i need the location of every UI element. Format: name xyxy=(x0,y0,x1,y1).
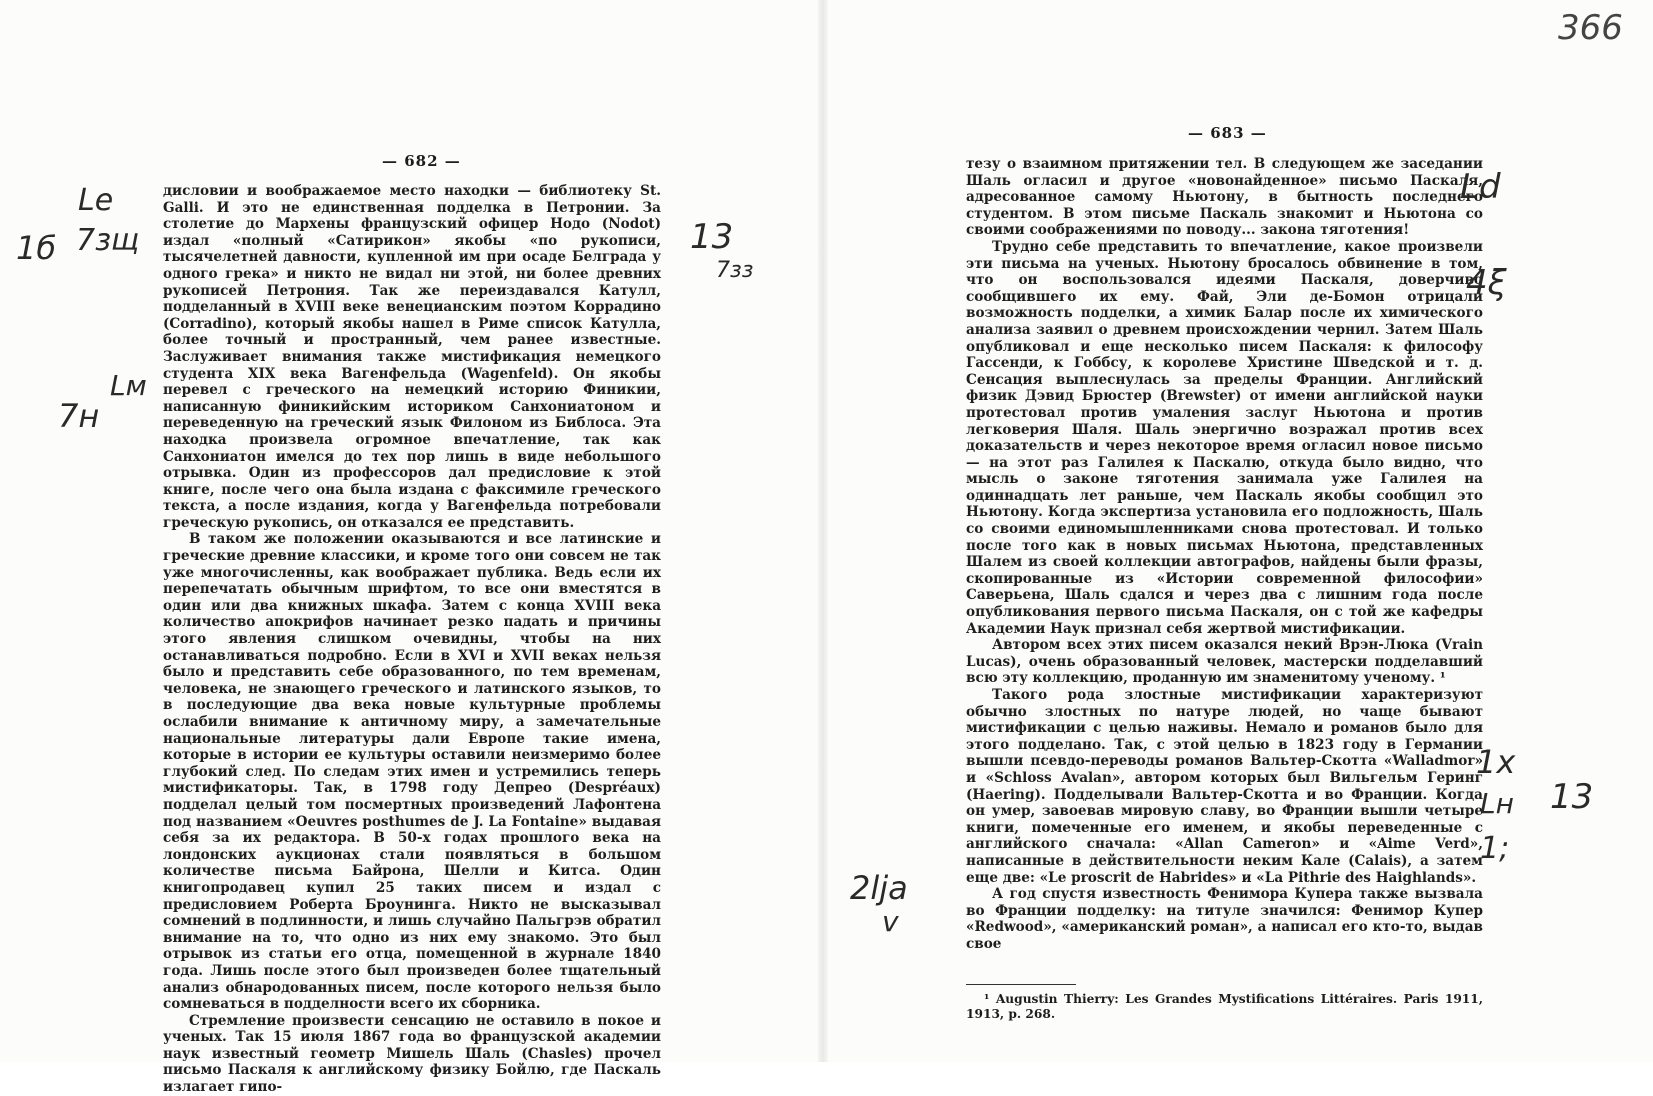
paragraph: Трудно себе представить то впечатление, какое произвели эти письма на ученых. Ньютону бросалось обвинение в том, что он воспользовался идеями Паскаля, доверчиво сообщившего их ему. Фай, Эли де-Бомон отрицали возможность подделки, а химик Балар после их химического анализа заявил о древнем происхождении чернил. Затем Шаль опубликовал и еще несколько писем Паскаля: к философу Гассенди, к Гоббсу, к королеве Христине Шведской и т. д. Сенсация выплеснулась за пределы Франции. Английский физик Дэвид Брюстер (Brewster) от имени английской науки протестовал против умаления заслуг Ньютона и против легковерия Шаля. Шаль энергично возражал против всех доказательств и через некоторое время огласил новое письмо — на этот раз Галилея к Паскалю, откуда было видно, что мысль о законе тяготения занимала уже Галилея на одиннадцать лет раньше, чем Паскаль якобы сообщил это Ньютону. Когда экспертиза установила его подложность, Шаль со своими единомышленниками снова протестовал. И только после того как в новых письмах Ньютона, представленных Шалем из своей коллекции автографов, найдены были фразы, скопированные из «Истории современной философии» Саверьена, Шаль сдался и через два с лишним года после опубликования первого письма Паскаля, он с той же кафедры Академии Наук признал себя жертвой мистификации. xyxy=(966,238,1483,637)
left-text-column xyxy=(163,183,661,1096)
left-page xyxy=(0,0,820,1096)
margin-note: Lн xyxy=(1480,787,1514,820)
margin-note: 7зз xyxy=(716,258,754,283)
margin-note: 13 xyxy=(1550,777,1594,817)
footnote-divider xyxy=(966,984,1076,985)
margin-note: Lм xyxy=(110,369,147,402)
paragraph: Стремление произвести сенсацию не оставило в покое и ученых. Так 15 июля 1867 года во французской академии наук известный геометр Мишель Шаль (Chasles) прочел письмо Паскаля к английскому физику Бойлю, где Паскаль излагает гипо- xyxy=(163,1012,661,1096)
margin-note: 7зщ xyxy=(76,223,140,258)
margin-note: 1; xyxy=(1480,831,1510,866)
footnote: ¹ Augustin Thierry: Les Grandes Mystifications Littéraires. Paris 1911, 1913, p. 268. xyxy=(966,992,1483,1021)
paragraph: Автором всех этих писем оказался некий Врэн-Люка (Vrain Lucas), очень образованный человек, мастерски подделавший всю эту коллекцию, проданную им знаменитому ученому. ¹ xyxy=(966,637,1483,687)
left-page-number: — 682 — xyxy=(382,152,461,170)
margin-note: 2lja xyxy=(850,869,908,907)
margin-note: 4ξ xyxy=(1466,263,1507,303)
margin-note: v xyxy=(882,905,899,938)
margin-note: Ld xyxy=(1460,167,1501,207)
margin-note: 7н xyxy=(58,397,100,435)
paragraph: А год спустя известность Фенимора Купера также вызвала во Франции подделку: на титуле значился: Фенимор Купер «Redwood», «американский роман», а написал его кто-то, выдав свое xyxy=(966,886,1483,952)
paragraph: Такого рода злостные мистификации характеризуют обычно злостных по натуре людей, но чаще бывают мистификации с целью наживы. Немало и романов было для этого подделано. Так, с этой целью в 1823 году в Германии вышли псевдо-переводы романов Вальтер-Скотта «Walladmor» и «Schloss Avalan», автором которых был Вильгельм Геринг (Haering). Подделывали Вальтер-Скотта и во Франции. Когда он умер, завоевав мировую славу, во Франции вышли четыре книги, помеченные его именем, и якобы переведенные с английского сначала: «Allan Cameron» и «Aime Verd», написанные в действительности неким Кале (Calais), а затем еще две: «Le proscrit de Habrides» и «La Pithrie des Haighlands». xyxy=(966,687,1483,886)
right-page xyxy=(826,0,1653,1062)
margin-note: 13 xyxy=(690,217,734,257)
paragraph: дисловии и воображаемое место находки — библиотеку St. Galli. И это не единственная подделка в Петронии. За столетие до Мархены французский офицер Нодо (Nodot) издал «полный «Сатирикон» якобы «по рукописи, тысячелетней давности, купленной им при осаде Белграда у одного грека» и никто не видал ни этой, ни более древних рукописей Петрония. Так же переиздавался Катулл, подделанный в XVIII веке венецианским поэтом Коррадино (Corradino), который якобы нашел в Риме список Катулла, более точный и пространный, чем ранее известные. Заслуживает внимания также мистификация немецкого студента XIX века Вагенфельда (Wagenfeld). Он якобы перевел с греческого на немецкий историю Финикии, написанную финикийским историком Санхониатоном и переведенную на греческий язык Филоном из Библоса. Эта находка произвела огромное впечатление, так как Санхониатон имелся до тех пор лишь в виде небольшого отрывка. Один из профессоров дал предисловие к этой книге, после чего она была издана с факсимиле греческого текста, а после издания, когда у Вагенфельда потребовали греческую рукопись, он отказался ее представить. xyxy=(163,183,661,531)
right-page-number: — 683 — xyxy=(1188,124,1267,142)
right-text-column xyxy=(966,156,1483,953)
paragraph: тезу о взаимном притяжении тел. В следующем же заседании Шаль огласил и другое «новонайденное» письмо Паскаля, адресованное самому Ньютону, в бытность последнего студентом. В этом письме Паскаль знакомит и Ньютона со своими соображениями по поводу... закона тяготения! xyxy=(966,156,1483,239)
archive-sheet-number: 366 xyxy=(1558,8,1623,48)
paragraph: В таком же положении оказываются и все латинские и греческие древние классики, и кроме того они совсем не так уже многочисленны, как воображает публика. Ведь если их перепечатать обычным шрифтом, то все они вместятся в один или два книжных шкафа. Затем с конца XVIII века количество апокрифов начинает резко падать и причины этого явления слишком очевидны, чтобы на них останавливаться подробно. Если в XVI и XVII веках нельзя было и представить себе образованного, по тем временам, человека, не знающего греческого и латинского языков, то в последующие два века новые культурные проблемы ослабили внимание к античному миру, а замечательные национальные литературы дали Европе такие имена, которые в истории ее культуры оставили неизмеримо более глубокий след. По следам этих имен и устремились теперь мистификаторы. Так, в 1798 году Депрео (Despréaux) подделал целый том посмертных произведений Лафонтена под названием «Oeuvres posthumes de J. La Fontaine» выдавая себя за их редактора. В 50-х годах прошлого века на лондонских аукционах стали появляться в большом количестве письма Байрона, Шелли и Китса. Один книгопродавец купил 25 таких писем и издал с предисловием Роберта Броунинга. Никто не высказывал сомнений в подлинности, и лишь случайно Пальгрэв обратил внимание на то, что одно из них ему знакомо. Это был отрывок из статьи его отца, помещенной в журнале 1840 года. Лишь после этого был произведен более тщательный анализ обнародованных писем, после которого нельзя было сомневаться в подделности всего их сборника. xyxy=(163,531,661,1013)
margin-note: 1x xyxy=(1476,743,1516,781)
margin-note: 1б xyxy=(16,229,57,267)
margin-note: Le xyxy=(78,183,114,218)
